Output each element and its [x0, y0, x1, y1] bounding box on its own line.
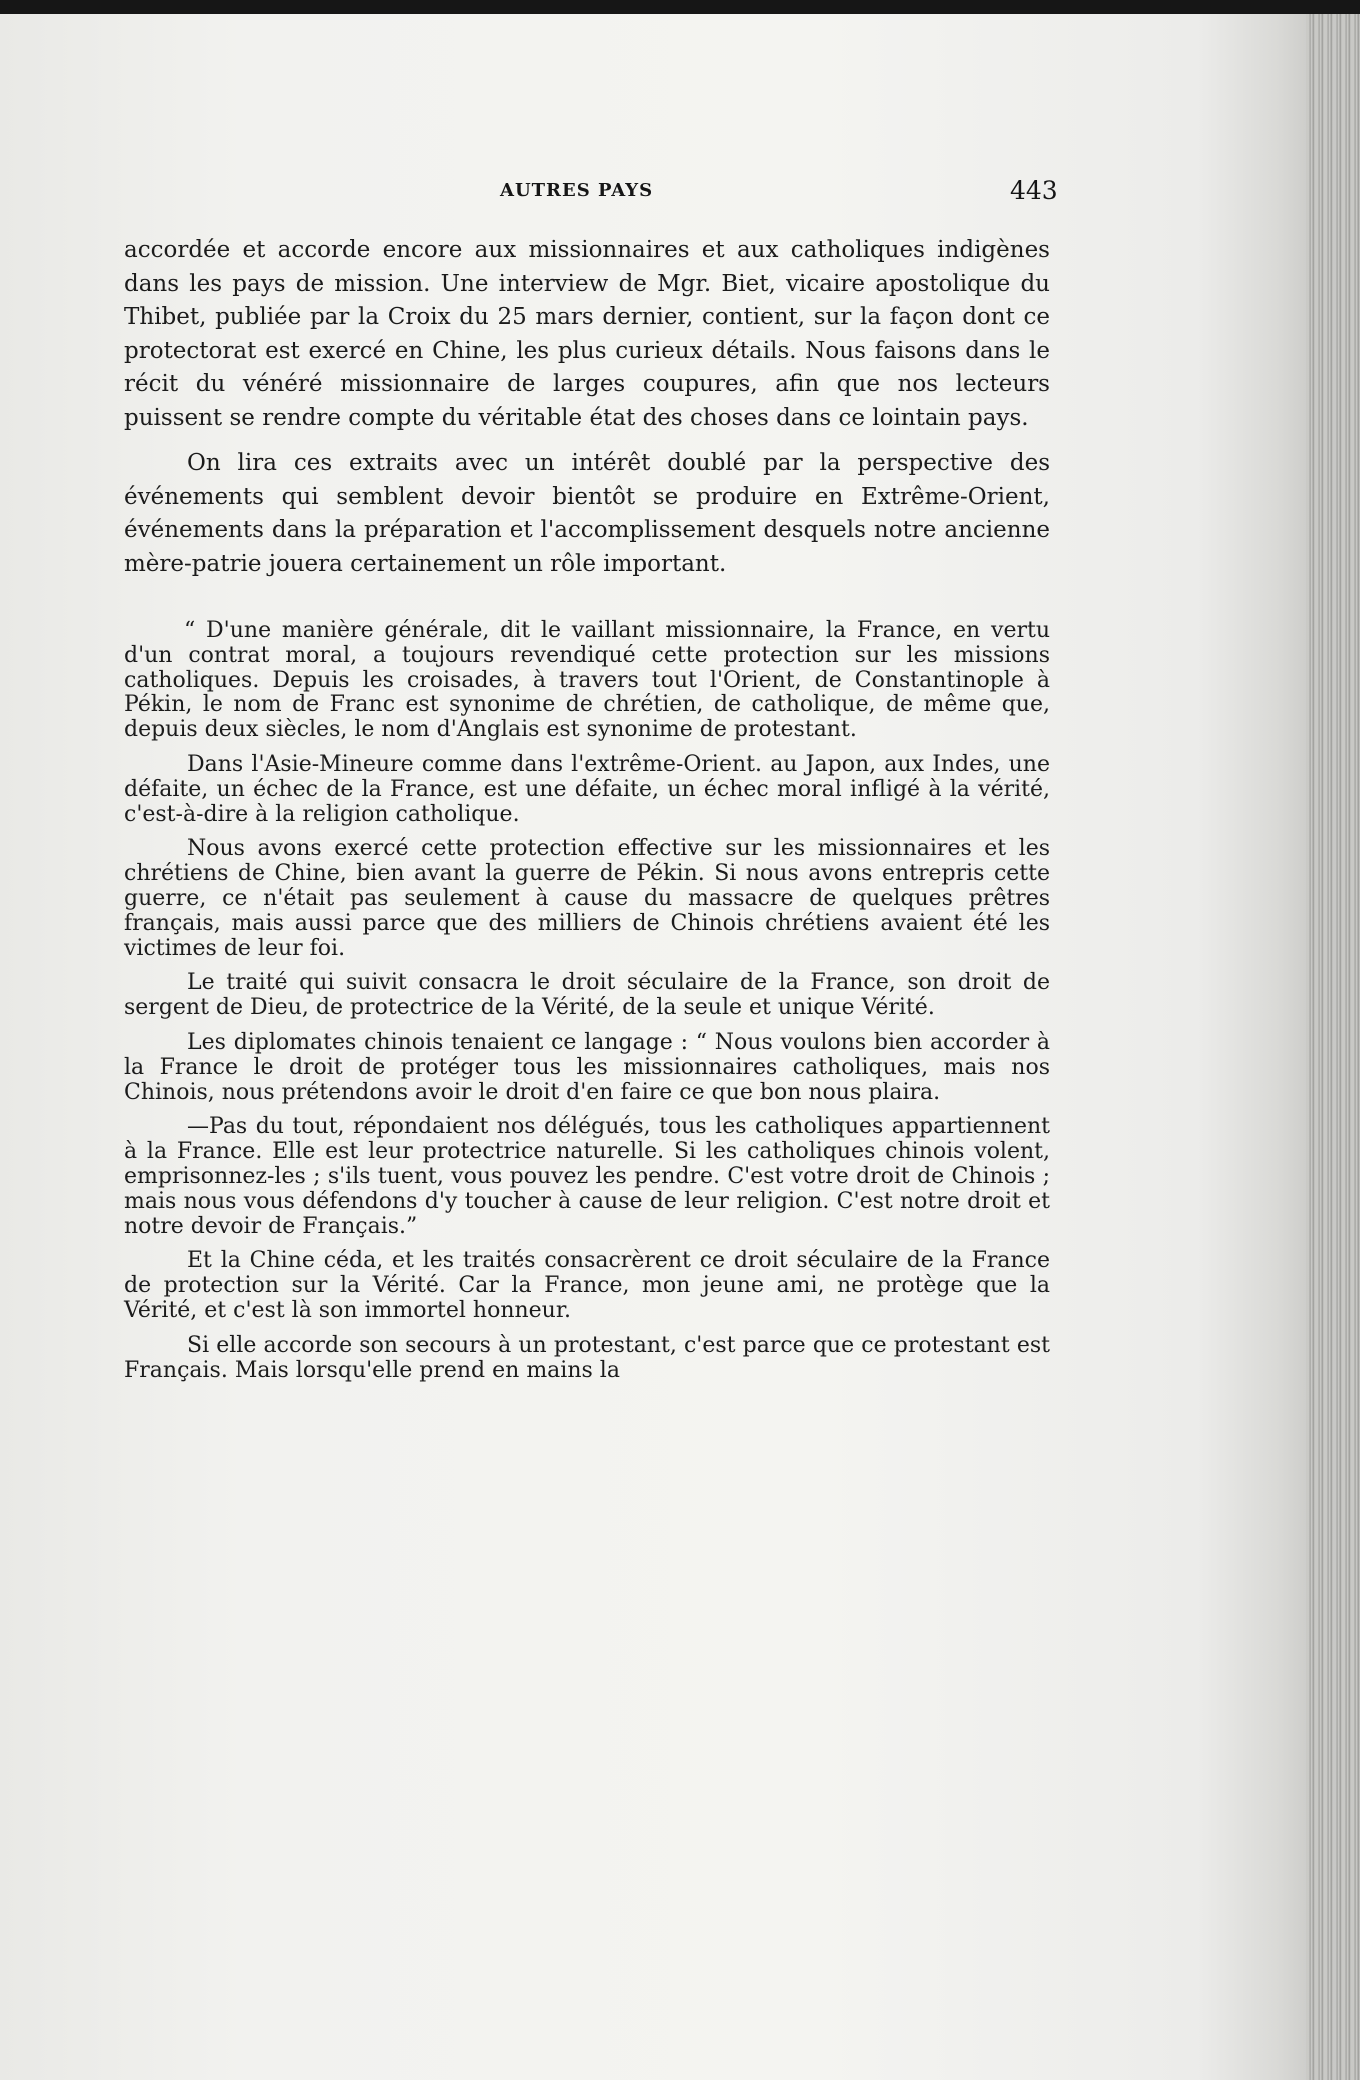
quote-paragraph: Nous avons exercé cette protection effective sur les missionnaires et les chrétiens de Chine, bien avant la guerre de Pékin. Si nous avons entrepris cette guerre, ce n'était pas seulement à cause du massacre de quelques prêtres français, mais aussi parce que des milliers de Chinois chrétiens avaient été les victimes de leur foi.	[124, 836, 1050, 961]
page-header	[130, 176, 1060, 210]
intro-paragraph: On lira ces extraits avec un intérêt doublé par la perspective des événements qui semblent devoir bientôt se produire en Extrême-Orient, événements dans la préparation et l'accomplissement desquels notre ancienne mère-patrie jouera certainement un rôle important.	[124, 450, 1050, 577]
quote-paragraph: Et la Chine céda, et les traités consacrèrent ce droit séculaire de la France de protection sur la Vérité. Car la France, mon jeune ami, ne protège que la Vérité, et c'est là son immortel honneur.	[124, 1248, 1050, 1323]
quote-paragraph: —Pas du tout, répondaient nos délégués, tous les catholiques appartiennent à la France. Elle est leur protectrice naturelle. Si les catholiques chinois volent, emprisonnez-les ; s'ils tuent, vous pouvez les pendre. C'est votre droit de Chinois ; mais nous vous défendons d'y toucher à cause de leur religion. C'est notre droit et notre devoir de Français.”	[124, 1114, 1050, 1239]
quote-paragraph: Le traité qui suivit consacra le droit séculaire de la France, son droit de sergent de Dieu, de protectrice de la Vérité, de la seule et unique Vérité.	[124, 970, 1050, 1021]
running-head: AUTRES PAYS	[500, 180, 654, 201]
scan-top-border	[0, 0, 1360, 14]
page-number: 443	[1010, 176, 1058, 205]
book-page-edges	[1306, 14, 1360, 2080]
intro-paragraph: accordée et accorde encore aux missionnaires et aux catholiques indigènes dans les pays de mission. Une interview de Mgr. Biet, vicaire apostolique du Thibet, publiée par la Croix du 25 mars dernier, contient, sur la façon dont ce protectorat est exercé en Chine, les plus curieux détails. Nous faisons dans le récit du vénéré missionnaire de larges coupures, afin que nos lecteurs puissent se rendre compte du véritable état des choses dans ce lointain pays.	[124, 237, 1050, 431]
quote-paragraph: Si elle accorde son secours à un protestant, c'est parce que ce protestant est Français. Mais lorsqu'elle prend en mains la	[124, 1332, 1050, 1383]
quote-paragraph: Les diplomates chinois tenaient ce langage : “ Nous voulons bien accorder à la France le droit de protéger tous les missionnaires catholiques, mais nos Chinois, nous prétendons avoir le droit d'en faire ce que bon nous plaira.	[124, 1029, 1050, 1105]
quoted-interview	[124, 619, 1050, 1383]
quote-paragraph: Dans l'Asie-Mineure comme dans l'extrême-Orient. au Japon, aux Indes, une défaite, un échec de la France, est une défaite, un échec moral infligé à la vérité, c'est-à-dire à la religion catholique.	[124, 751, 1050, 827]
page-body	[124, 234, 1050, 1383]
quote-paragraph: “ D'une manière générale, dit le vaillant missionnaire, la France, en vertu d'un contrat moral, a toujours revendiqué cette protection sur les missions catholiques. Depuis les croisades, à travers tout l'Orient, de Constantinople à Pékin, le nom de Franc est synonime de chrétien, de catholique, de même que, depuis deux siècles, le nom d'Anglais est synonime de protestant.	[124, 618, 1050, 743]
